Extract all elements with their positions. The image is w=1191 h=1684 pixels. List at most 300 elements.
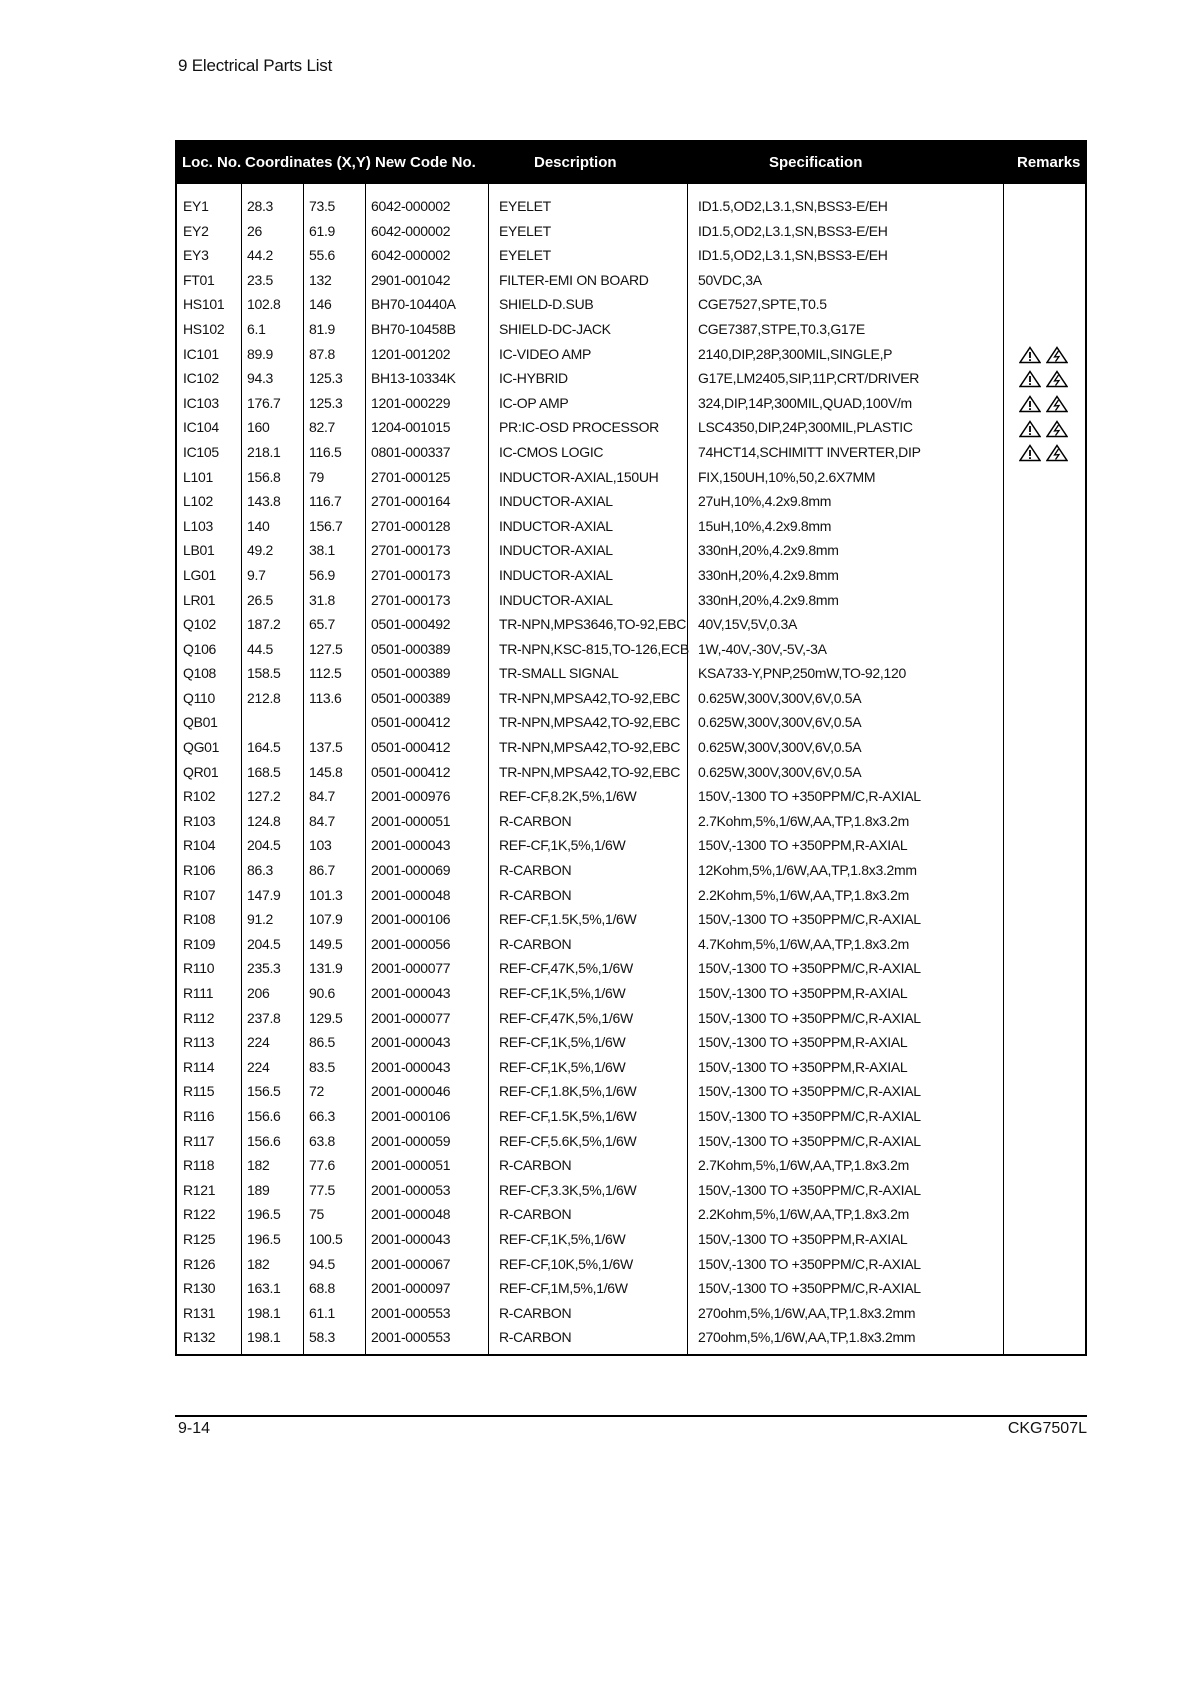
high-voltage-icon <box>1046 370 1068 388</box>
description-cell: SHIELD-DC-JACK <box>499 320 611 337</box>
description-cell: R-CARBON <box>499 1157 572 1174</box>
coord-x-cell: 91.2 <box>247 911 274 928</box>
high-voltage-icon <box>1046 395 1068 413</box>
coord-x-cell: 160 <box>247 419 270 436</box>
table-row <box>177 391 1085 416</box>
loc-no-cell: R126 <box>183 1255 216 1272</box>
coord-x-cell: 156.8 <box>247 468 281 485</box>
table-row <box>177 415 1085 440</box>
loc-no-cell: EY1 <box>183 198 209 214</box>
loc-no-cell: R104 <box>183 837 216 854</box>
coord-y-cell: 38.1 <box>309 542 336 559</box>
header-new-code-no: New Code No. <box>375 154 476 171</box>
specification-cell: 150V,-1300 TO +350PPM/C,R-AXIAL <box>698 911 921 928</box>
coord-y-cell: 73.5 <box>309 198 336 214</box>
table-row <box>177 784 1085 809</box>
loc-no-cell: IC102 <box>183 370 219 387</box>
description-cell: INDUCTOR-AXIAL,150UH <box>499 468 659 485</box>
specification-cell: 2.7Kohm,5%,1/6W,AA,TP,1.8x3.2m <box>698 1157 909 1174</box>
coord-y-cell: 79 <box>309 468 324 485</box>
coord-x-cell: 26.5 <box>247 591 274 608</box>
description-cell: REF-CF,1M,5%,1/6W <box>499 1280 628 1297</box>
table-row <box>177 588 1085 613</box>
coord-y-cell: 83.5 <box>309 1058 336 1075</box>
table-row <box>177 538 1085 563</box>
table-row <box>177 1202 1085 1227</box>
coord-y-cell: 87.8 <box>309 345 336 362</box>
specification-cell: 27uH,10%,4.2x9.8mm <box>698 493 832 510</box>
description-cell: EYELET <box>499 198 551 214</box>
table-row <box>177 735 1085 760</box>
table-row <box>177 489 1085 514</box>
coord-y-cell: 100.5 <box>309 1230 343 1247</box>
description-cell: INDUCTOR-AXIAL <box>499 591 613 608</box>
warning-icon <box>1019 370 1041 388</box>
description-cell: TR-NPN,MPSA42,TO-92,EBC <box>499 689 681 706</box>
specification-cell: 330nH,20%,4.2x9.8mm <box>698 591 839 608</box>
coord-y-cell: 125.3 <box>309 370 343 387</box>
specification-cell: 0.625W,300V,300V,6V,0.5A <box>698 714 862 731</box>
loc-no-cell: IC103 <box>183 394 219 411</box>
loc-no-cell: R114 <box>183 1058 215 1075</box>
code-cell: 2001-000059 <box>371 1132 451 1149</box>
remarks-cell <box>1019 342 1073 367</box>
description-cell: REF-CF,10K,5%,1/6W <box>499 1255 633 1272</box>
loc-no-cell: QR01 <box>183 763 219 780</box>
code-cell: 2001-000097 <box>371 1280 451 1297</box>
coord-y-cell: 146 <box>309 296 332 313</box>
coord-x-cell: 206 <box>247 985 270 1001</box>
specification-cell: 270ohm,5%,1/6W,AA,TP,1.8x3.2mm <box>698 1304 916 1321</box>
description-cell: REF-CF,47K,5%,1/6W <box>499 960 633 977</box>
coord-y-cell: 84.7 <box>309 812 336 829</box>
code-cell: 2901-001042 <box>371 271 451 288</box>
table-row <box>177 907 1085 932</box>
coord-x-cell: 28.3 <box>247 198 274 214</box>
loc-no-cell: R109 <box>183 935 216 952</box>
table-row <box>177 809 1085 834</box>
coord-y-cell: 145.8 <box>309 763 343 780</box>
coord-x-cell: 176.7 <box>247 394 281 411</box>
description-cell: SHIELD-D.SUB <box>499 296 594 313</box>
loc-no-cell: R110 <box>183 960 215 977</box>
loc-no-cell: R102 <box>183 788 216 805</box>
coord-y-cell: 137.5 <box>309 739 343 756</box>
specification-cell: 150V,-1300 TO +350PPM,R-AXIAL <box>698 1058 908 1075</box>
specification-cell: 74HCT14,SCHIMITT INVERTER,DIP <box>698 443 921 460</box>
coord-x-cell: 196.5 <box>247 1230 281 1247</box>
table-row <box>177 1104 1085 1129</box>
coord-y-cell: 31.8 <box>309 591 336 608</box>
coord-y-cell: 156.7 <box>309 517 343 534</box>
description-cell: REF-CF,3.3K,5%,1/6W <box>499 1181 637 1198</box>
loc-no-cell: R121 <box>183 1181 216 1198</box>
coord-y-cell: 112.5 <box>309 665 342 682</box>
table-row <box>177 1301 1085 1326</box>
coord-y-cell: 56.9 <box>309 566 336 583</box>
specification-cell: 330nH,20%,4.2x9.8mm <box>698 566 839 583</box>
header-specification: Specification <box>769 154 863 171</box>
description-cell: REF-CF,1K,5%,1/6W <box>499 1034 626 1051</box>
code-cell: 0501-000412 <box>371 714 451 731</box>
coord-x-cell: 143.8 <box>247 493 281 510</box>
loc-no-cell: R108 <box>183 911 216 928</box>
specification-cell: 150V,-1300 TO +350PPM,R-AXIAL <box>698 985 908 1001</box>
loc-no-cell: R111 <box>183 985 214 1001</box>
description-cell: TR-NPN,MPSA42,TO-92,EBC <box>499 763 681 780</box>
description-cell: PR:IC-OSD PROCESSOR <box>499 419 659 436</box>
loc-no-cell: EY2 <box>183 222 209 239</box>
coord-x-cell: 224 <box>247 1058 270 1075</box>
code-cell: 2701-000173 <box>371 542 451 559</box>
code-cell: 6042-000002 <box>371 222 451 239</box>
coord-x-cell: 94.3 <box>247 370 274 387</box>
table-row <box>177 1325 1085 1350</box>
description-cell: IC-HYBRID <box>499 370 568 387</box>
coord-x-cell: 189 <box>247 1181 270 1198</box>
description-cell: R-CARBON <box>499 935 572 952</box>
code-cell: 1201-001202 <box>371 345 451 362</box>
code-cell: 2701-000164 <box>371 493 451 510</box>
coord-x-cell: 140 <box>247 517 270 534</box>
specification-cell: CGE7527,SPTE,T0.5 <box>698 296 827 313</box>
specification-cell: 150V,-1300 TO +350PPM/C,R-AXIAL <box>698 788 921 805</box>
header-description: Description <box>534 154 617 171</box>
description-cell: REF-CF,1.8K,5%,1/6W <box>499 1083 637 1100</box>
table-row <box>177 342 1085 367</box>
coord-y-cell: 127.5 <box>309 640 343 657</box>
code-cell: 2701-000173 <box>371 566 451 583</box>
coord-y-cell: 94.5 <box>309 1255 336 1272</box>
table-row <box>177 981 1085 1006</box>
description-cell: REF-CF,1K,5%,1/6W <box>499 1230 626 1247</box>
description-cell: REF-CF,8.2K,5%,1/6W <box>499 788 637 805</box>
code-cell: BH70-10440A <box>371 296 456 313</box>
code-cell: 2001-000043 <box>371 1034 451 1051</box>
description-cell: R-CARBON <box>499 1329 572 1346</box>
code-cell: 0501-000389 <box>371 689 451 706</box>
specification-cell: 330nH,20%,4.2x9.8mm <box>698 542 839 559</box>
code-cell: 2701-000173 <box>371 591 451 608</box>
table-row <box>177 858 1085 883</box>
code-cell: 6042-000002 <box>371 198 451 214</box>
table-row <box>177 1276 1085 1301</box>
table-body <box>177 194 1085 1350</box>
coord-x-cell: 44.2 <box>247 247 274 264</box>
loc-no-cell: IC104 <box>183 419 219 436</box>
specification-cell: 150V,-1300 TO +350PPM/C,R-AXIAL <box>698 960 921 977</box>
coord-x-cell: 26 <box>247 222 262 239</box>
specification-cell: 12Kohm,5%,1/6W,AA,TP,1.8x3.2mm <box>698 862 917 879</box>
coord-x-cell: 182 <box>247 1255 270 1272</box>
loc-no-cell: LG01 <box>183 566 217 583</box>
high-voltage-icon <box>1046 444 1068 462</box>
specification-cell: 0.625W,300V,300V,6V,0.5A <box>698 739 862 756</box>
loc-no-cell: R116 <box>183 1107 215 1124</box>
code-cell: 0501-000492 <box>371 616 451 633</box>
code-cell: 2001-000056 <box>371 935 451 952</box>
coord-y-cell: 132 <box>309 271 332 288</box>
loc-no-cell: LB01 <box>183 542 215 559</box>
specification-cell: ID1.5,OD2,L3.1,SN,BSS3-E/EH <box>698 198 888 214</box>
loc-no-cell: Q106 <box>183 640 217 657</box>
coord-y-cell: 84.7 <box>309 788 336 805</box>
coord-y-cell: 116.7 <box>309 493 342 510</box>
coord-y-cell: 65.7 <box>309 616 336 633</box>
specification-cell: G17E,LM2405,SIP,11P,CRT/DRIVER <box>698 370 920 387</box>
code-cell: 6042-000002 <box>371 247 451 264</box>
code-cell: BH13-10334K <box>371 370 456 387</box>
table-row <box>177 1006 1085 1031</box>
description-cell: R-CARBON <box>499 812 572 829</box>
coord-x-cell: 156.6 <box>247 1107 281 1124</box>
warning-icon <box>1019 395 1041 413</box>
loc-no-cell: IC101 <box>183 345 219 362</box>
page-number: 9-14 <box>178 1420 211 1437</box>
description-cell: TR-NPN,MPSA42,TO-92,EBC <box>499 739 681 756</box>
coord-y-cell: 107.9 <box>309 911 343 928</box>
coord-x-cell: 86.3 <box>247 862 274 879</box>
coord-x-cell: 49.2 <box>247 542 274 559</box>
description-cell: TR-NPN,MPSA42,TO-92,EBC <box>499 714 681 731</box>
coord-y-cell: 55.6 <box>309 247 336 264</box>
specification-cell: 150V,-1300 TO +350PPM,R-AXIAL <box>698 1034 908 1051</box>
description-cell: IC-VIDEO AMP <box>499 345 592 362</box>
coord-y-cell: 68.8 <box>309 1280 336 1297</box>
coord-y-cell: 72 <box>309 1083 324 1100</box>
code-cell: 2001-000043 <box>371 985 451 1001</box>
coord-x-cell: 127.2 <box>247 788 281 805</box>
loc-no-cell: R107 <box>183 886 216 903</box>
code-cell: 2001-000043 <box>371 1058 451 1075</box>
description-cell: IC-CMOS LOGIC <box>499 443 604 460</box>
table-row <box>177 1153 1085 1178</box>
specification-cell: KSA733-Y,PNP,250mW,TO-92,120 <box>698 665 906 682</box>
header-loc-no: Loc. No. <box>182 154 242 171</box>
coord-x-cell: 187.2 <box>247 616 281 633</box>
description-cell: REF-CF,1K,5%,1/6W <box>499 985 626 1001</box>
loc-no-cell: Q110 <box>183 689 216 706</box>
code-cell: 0501-000412 <box>371 763 451 780</box>
table-row <box>177 710 1085 735</box>
code-cell: 1204-001015 <box>371 419 451 436</box>
table-row <box>177 612 1085 637</box>
description-cell: R-CARBON <box>499 1304 572 1321</box>
specification-cell: 150V,-1300 TO +350PPM/C,R-AXIAL <box>698 1009 921 1026</box>
code-cell: 2701-000125 <box>371 468 451 485</box>
specification-cell: 0.625W,300V,300V,6V,0.5A <box>698 689 862 706</box>
loc-no-cell: QB01 <box>183 714 218 731</box>
loc-no-cell: LR01 <box>183 591 216 608</box>
parts-table <box>175 140 1087 1356</box>
code-cell: 2001-000048 <box>371 1206 451 1223</box>
description-cell: INDUCTOR-AXIAL <box>499 566 613 583</box>
table-header <box>177 142 1085 184</box>
specification-cell: CGE7387,STPE,T0.3,G17E <box>698 320 865 337</box>
coord-y-cell: 149.5 <box>309 935 343 952</box>
description-cell: REF-CF,1.5K,5%,1/6W <box>499 911 637 928</box>
coord-x-cell: 163.1 <box>247 1280 281 1297</box>
remarks-cell <box>1019 391 1073 416</box>
description-cell: R-CARBON <box>499 886 572 903</box>
header-coordinates: Coordinates (X,Y) <box>245 154 371 171</box>
code-cell: 2001-000046 <box>371 1083 451 1100</box>
loc-no-cell: R112 <box>183 1009 215 1026</box>
coord-y-cell: 125.3 <box>309 394 343 411</box>
coord-x-cell: 147.9 <box>247 886 281 903</box>
coord-x-cell: 156.5 <box>247 1083 281 1100</box>
specification-cell: 2.7Kohm,5%,1/6W,AA,TP,1.8x3.2m <box>698 812 909 829</box>
specification-cell: 50VDC,3A <box>698 271 762 288</box>
coord-y-cell: 116.5 <box>309 443 342 460</box>
coord-x-cell: 6.1 <box>247 320 266 337</box>
specification-cell: 270ohm,5%,1/6W,AA,TP,1.8x3.2mm <box>698 1329 916 1346</box>
loc-no-cell: R115 <box>183 1083 215 1100</box>
loc-no-cell: L103 <box>183 517 213 534</box>
coord-x-cell: 196.5 <box>247 1206 281 1223</box>
description-cell: REF-CF,47K,5%,1/6W <box>499 1009 633 1026</box>
loc-no-cell: R118 <box>183 1157 215 1174</box>
loc-no-cell: L102 <box>183 493 213 510</box>
code-cell: BH70-10458B <box>371 320 456 337</box>
code-cell: 2001-000976 <box>371 788 451 805</box>
section-title: 9 Electrical Parts List <box>178 56 333 75</box>
table-row <box>177 317 1085 342</box>
loc-no-cell: HS102 <box>183 320 225 337</box>
code-cell: 2001-000051 <box>371 1157 451 1174</box>
code-cell: 2001-000043 <box>371 837 451 854</box>
code-cell: 2001-000051 <box>371 812 451 829</box>
table-row <box>177 268 1085 293</box>
high-voltage-icon <box>1046 420 1068 438</box>
coord-x-cell: 198.1 <box>247 1329 281 1346</box>
description-cell: INDUCTOR-AXIAL <box>499 517 613 534</box>
specification-cell: 40V,15V,5V,0.3A <box>698 616 798 633</box>
coord-x-cell: 164.5 <box>247 739 281 756</box>
coord-x-cell: 198.1 <box>247 1304 281 1321</box>
specification-cell: 2.2Kohm,5%,1/6W,AA,TP,1.8x3.2m <box>698 1206 909 1223</box>
coord-x-cell: 204.5 <box>247 837 281 854</box>
description-cell: REF-CF,5.6K,5%,1/6W <box>499 1132 637 1149</box>
specification-cell: 150V,-1300 TO +350PPM,R-AXIAL <box>698 837 908 854</box>
table-row <box>177 465 1085 490</box>
table-row <box>177 194 1085 219</box>
warning-icon <box>1019 346 1041 364</box>
code-cell: 0801-000337 <box>371 443 451 460</box>
code-cell: 2001-000069 <box>371 862 451 879</box>
code-cell: 2001-000106 <box>371 911 451 928</box>
remarks-cell <box>1019 415 1073 440</box>
table-row <box>177 661 1085 686</box>
coord-x-cell: 204.5 <box>247 935 281 952</box>
specification-cell: 150V,-1300 TO +350PPM/C,R-AXIAL <box>698 1280 921 1297</box>
code-cell: 2701-000128 <box>371 517 451 534</box>
remarks-cell <box>1019 366 1073 391</box>
loc-no-cell: FT01 <box>183 271 215 288</box>
remarks-cell <box>1019 440 1073 465</box>
loc-no-cell: R122 <box>183 1206 216 1223</box>
coord-x-cell: 9.7 <box>247 566 266 583</box>
specification-cell: 150V,-1300 TO +350PPM/C,R-AXIAL <box>698 1181 921 1198</box>
table-row <box>177 956 1085 981</box>
description-cell: REF-CF,1K,5%,1/6W <box>499 1058 626 1075</box>
loc-no-cell: R117 <box>183 1132 215 1149</box>
loc-no-cell: R103 <box>183 812 216 829</box>
table-row <box>177 366 1085 391</box>
coord-y-cell: 82.7 <box>309 419 336 436</box>
coord-x-cell: 158.5 <box>247 665 281 682</box>
code-cell: 0501-000389 <box>371 665 451 682</box>
coord-y-cell: 101.3 <box>309 886 343 903</box>
table-row <box>177 440 1085 465</box>
code-cell: 2001-000067 <box>371 1255 451 1272</box>
coord-y-cell: 113.6 <box>309 689 342 706</box>
coord-y-cell: 75 <box>309 1206 324 1223</box>
coord-x-cell: 124.8 <box>247 812 281 829</box>
code-cell: 2001-000553 <box>371 1304 451 1321</box>
loc-no-cell: IC105 <box>183 443 219 460</box>
table-row <box>177 883 1085 908</box>
high-voltage-icon <box>1046 346 1068 364</box>
specification-cell: 150V,-1300 TO +350PPM/C,R-AXIAL <box>698 1255 921 1272</box>
specification-cell: ID1.5,OD2,L3.1,SN,BSS3-E/EH <box>698 247 888 264</box>
coord-x-cell: 212.8 <box>247 689 281 706</box>
table-row <box>177 563 1085 588</box>
description-cell: INDUCTOR-AXIAL <box>499 493 613 510</box>
table-row <box>177 637 1085 662</box>
coord-y-cell: 129.5 <box>309 1009 343 1026</box>
coord-x-cell: 89.9 <box>247 345 274 362</box>
description-cell: EYELET <box>499 247 551 264</box>
description-cell: TR-SMALL SIGNAL <box>499 665 619 682</box>
table-row <box>177 1129 1085 1154</box>
coord-x-cell: 102.8 <box>247 296 281 313</box>
model-number: CKG7507L <box>1007 1420 1087 1437</box>
table-row <box>177 833 1085 858</box>
description-cell: IC-OP AMP <box>499 394 569 411</box>
warning-icon <box>1019 420 1041 438</box>
table-row <box>177 1227 1085 1252</box>
specification-cell: 1W,-40V,-30V,-5V,-3A <box>698 640 827 657</box>
coord-x-cell: 218.1 <box>247 443 281 460</box>
description-cell: TR-NPN,KSC-815,TO-126,ECB <box>499 640 689 657</box>
coord-y-cell: 77.5 <box>309 1181 336 1198</box>
coord-x-cell: 237.8 <box>247 1009 281 1026</box>
coord-x-cell: 224 <box>247 1034 270 1051</box>
code-cell: 2001-000053 <box>371 1181 451 1198</box>
loc-no-cell: Q102 <box>183 616 217 633</box>
loc-no-cell: R130 <box>183 1280 216 1297</box>
loc-no-cell: R106 <box>183 862 216 879</box>
loc-no-cell: R125 <box>183 1230 216 1247</box>
code-cell: 2001-000043 <box>371 1230 451 1247</box>
code-cell: 2001-000077 <box>371 1009 451 1026</box>
coord-y-cell: 103 <box>309 837 332 854</box>
specification-cell: 15uH,10%,4.2x9.8mm <box>698 517 832 534</box>
table-row <box>177 1252 1085 1277</box>
description-cell: R-CARBON <box>499 862 572 879</box>
coord-y-cell: 86.5 <box>309 1034 336 1051</box>
loc-no-cell: QG01 <box>183 739 220 756</box>
table-row <box>177 219 1085 244</box>
table-row <box>177 514 1085 539</box>
loc-no-cell: L101 <box>183 468 213 485</box>
coord-y-cell: 63.8 <box>309 1132 336 1149</box>
specification-cell: ID1.5,OD2,L3.1,SN,BSS3-E/EH <box>698 222 888 239</box>
specification-cell: 150V,-1300 TO +350PPM,R-AXIAL <box>698 1230 908 1247</box>
coord-x-cell: 156.6 <box>247 1132 281 1149</box>
footer-rule <box>175 1415 1087 1417</box>
